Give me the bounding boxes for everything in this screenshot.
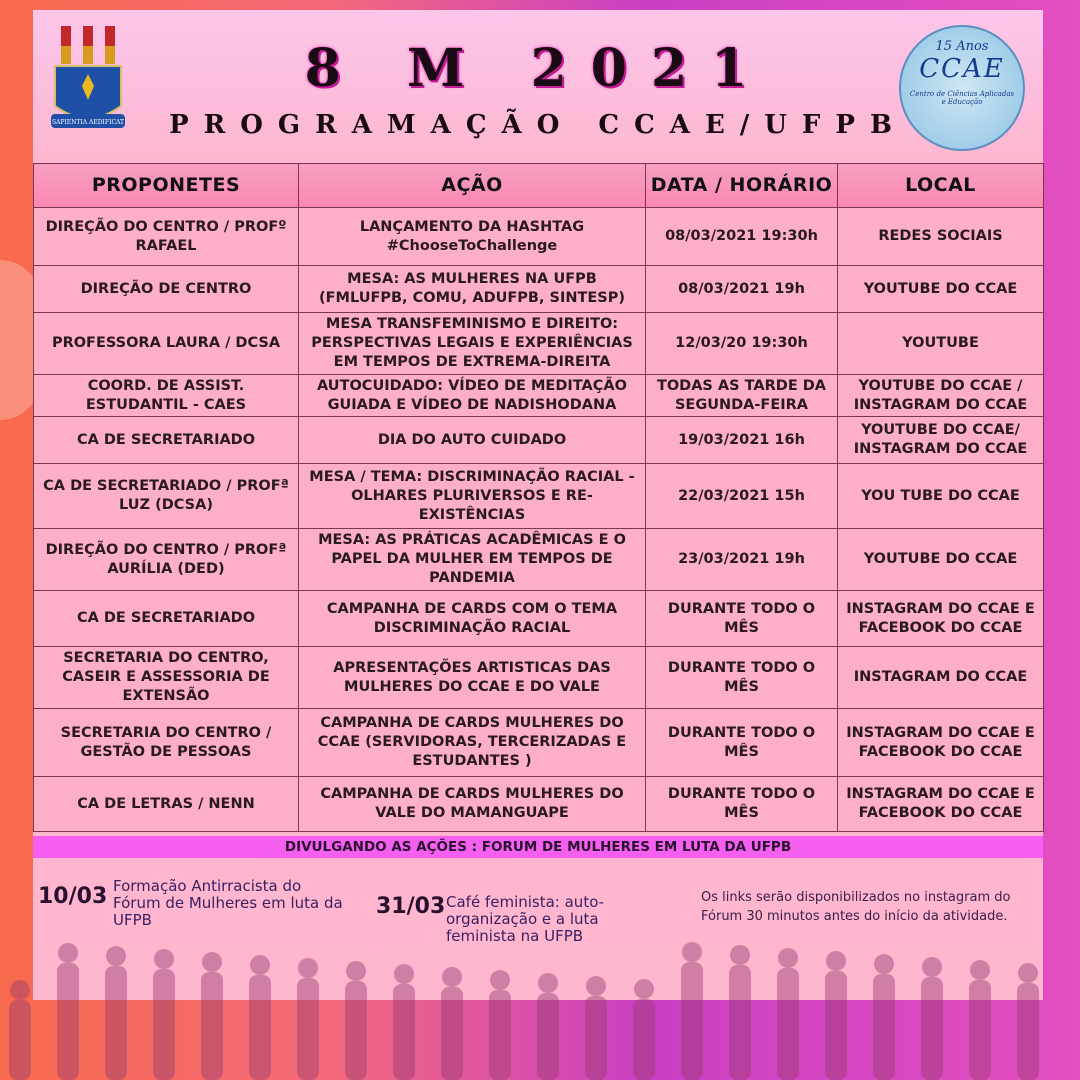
cell-proponent: DIREÇÃO DO CENTRO / PROFª AURÍLIA (DED): [34, 529, 299, 591]
ccae-logo: [899, 25, 1025, 151]
cell-date: TODAS AS TARDE DA SEGUNDA-FEIRA: [646, 375, 838, 417]
cell-action: LANÇAMENTO DA HASHTAG #ChooseToChallenge: [299, 208, 646, 266]
silhouette: [921, 957, 943, 1080]
cell-date: DURANTE TODO O MÊS: [646, 777, 838, 832]
cell-action: CAMPANHA DE CARDS COM O TEMA DISCRIMINAÇÃO RACIAL: [299, 591, 646, 647]
cell-location: YOUTUBE: [838, 313, 1044, 375]
cell-proponent: DIREÇÃO DE CENTRO: [34, 266, 299, 313]
cell-action: AUTOCUIDADO: VÍDEO DE MEDITAÇÃO GUIADA E VÍDEO DE NADISHODANA: [299, 375, 646, 417]
ccae-logo-name: CCAE: [919, 54, 1005, 84]
column-header-action: AÇÃO: [299, 164, 646, 208]
silhouette: [9, 980, 31, 1080]
schedule-table: [33, 163, 1044, 832]
table-row: [34, 529, 1044, 591]
silhouette: [345, 961, 367, 1080]
silhouette: [393, 964, 415, 1080]
table-row: [34, 266, 1044, 313]
cell-location: YOUTUBE DO CCAE/ INSTAGRAM DO CCAE: [838, 417, 1044, 464]
table-row: [34, 709, 1044, 777]
column-header-date: DATA / HORÁRIO: [646, 164, 838, 208]
silhouette: [681, 942, 703, 1080]
cell-action: MESA: AS MULHERES NA UFPB (FMLUFPB, COMU, ADUFPB, SINTESP): [299, 266, 646, 313]
silhouette: [633, 979, 655, 1080]
svg-text:SAPIENTIA AEDIFICAT: SAPIENTIA AEDIFICAT: [51, 119, 125, 126]
table-row: [34, 313, 1044, 375]
cell-location: INSTAGRAM DO CCAE E FACEBOOK DO CCAE: [838, 709, 1044, 777]
silhouette: [777, 948, 799, 1080]
silhouette: [585, 976, 607, 1080]
cell-location: INSTAGRAM DO CCAE: [838, 647, 1044, 709]
silhouette: [153, 949, 175, 1080]
cell-date: 12/03/20 19:30h: [646, 313, 838, 375]
cell-date: DURANTE TODO O MÊS: [646, 647, 838, 709]
forum-banner: DIVULGANDO AS AÇÕES : FORUM DE MULHERES EM LUTA DA UFPB: [33, 836, 1043, 858]
cell-date: DURANTE TODO O MÊS: [646, 709, 838, 777]
cell-action: MESA TRANSFEMINISMO E DIREITO: PERSPECTIVAS LEGAIS E EXPERIÊNCIAS EM TEMPOS DE EXTREMA-DIREITA: [299, 313, 646, 375]
silhouette: [1017, 963, 1039, 1080]
table-row: [34, 208, 1044, 266]
column-header-location: LOCAL: [838, 164, 1044, 208]
silhouette: [729, 945, 751, 1080]
column-header-proponents: PROPONETES: [34, 164, 299, 208]
cell-proponent: SECRETARIA DO CENTRO / GESTÃO DE PESSOAS: [34, 709, 299, 777]
page-subtitle: PROGRAMAÇÃO CCAE/UFPB: [169, 110, 907, 140]
cell-proponent: CA DE SECRETARIADO / PROFª LUZ (DCSA): [34, 464, 299, 529]
cell-location: YOUTUBE DO CCAE: [838, 529, 1044, 591]
cell-date: 19/03/2021 16h: [646, 417, 838, 464]
event-date: 10/03: [38, 884, 108, 909]
cell-location: INSTAGRAM DO CCAE E FACEBOOK DO CCAE: [838, 777, 1044, 832]
table-row: [34, 375, 1044, 417]
poster: [33, 10, 1043, 1000]
table-row: [34, 777, 1044, 832]
cell-action: CAMPANHA DE CARDS MULHERES DO CCAE (SERVIDORAS, TERCERIZADAS E ESTUDANTES ): [299, 709, 646, 777]
cell-action: CAMPANHA DE CARDS MULHERES DO VALE DO MAMANGUAPE: [299, 777, 646, 832]
cell-proponent: PROFESSORA LAURA / DCSA: [34, 313, 299, 375]
cell-date: 08/03/2021 19h: [646, 266, 838, 313]
silhouette: [201, 952, 223, 1080]
header: [33, 10, 1043, 163]
silhouette: [969, 960, 991, 1080]
cell-proponent: SECRETARIA DO CENTRO, CASEIR E ASSESSORIA DE EXTENSÃO: [34, 647, 299, 709]
silhouette: [489, 970, 511, 1080]
cell-location: YOUTUBE DO CCAE: [838, 266, 1044, 313]
table-row: [34, 591, 1044, 647]
event-date: 31/03: [376, 894, 446, 919]
ccae-logo-full: Centro de Ciências Aplicadas e Educação: [909, 90, 1015, 106]
cell-action: MESA: AS PRÁTICAS ACADÊMICAS E O PAPEL DA MULHER EM TEMPOS DE PANDEMIA: [299, 529, 646, 591]
cell-location: INSTAGRAM DO CCAE E FACEBOOK DO CCAE: [838, 591, 1044, 647]
silhouette: [441, 967, 463, 1080]
table-row: [34, 647, 1044, 709]
silhouette: [105, 946, 127, 1080]
cell-proponent: CA DE SECRETARIADO: [34, 417, 299, 464]
cell-date: 08/03/2021 19:30h: [646, 208, 838, 266]
cell-location: YOU TUBE DO CCAE: [838, 464, 1044, 529]
silhouette: [873, 954, 895, 1080]
table-row: [34, 417, 1044, 464]
silhouette: [537, 973, 559, 1080]
women-silhouettes: [0, 930, 1080, 1080]
event-text: Formação Antirracista do Fórum de Mulheres em luta da UFPB: [113, 877, 343, 929]
silhouette: [57, 943, 79, 1080]
cell-action: MESA / TEMA: DISCRIMINAÇÃO RACIAL - OLHARES PLURIVERSOS E RE-EXISTÊNCIAS: [299, 464, 646, 529]
silhouette: [825, 951, 847, 1080]
cell-proponent: DIREÇÃO DO CENTRO / PROFº RAFAEL: [34, 208, 299, 266]
cell-proponent: CA DE SECRETARIADO: [34, 591, 299, 647]
cell-date: 22/03/2021 15h: [646, 464, 838, 529]
cell-date: DURANTE TODO O MÊS: [646, 591, 838, 647]
footer-note: Os links serão disponibilizados no instagram do Fórum 30 minutos antes do início da atividade.: [701, 890, 1011, 924]
ccae-logo-years: 15 Anos: [935, 39, 989, 54]
table-header-row: [34, 164, 1044, 208]
cell-proponent: COORD. DE ASSIST. ESTUDANTIL - CAES: [34, 375, 299, 417]
cell-proponent: CA DE LETRAS / NENN: [34, 777, 299, 832]
cell-action: APRESENTAÇÕES ARTISTICAS DAS MULHERES DO CCAE E DO VALE: [299, 647, 646, 709]
silhouette: [249, 955, 271, 1080]
event-text: Café feminista: auto-organização e a luta feminista na UFPB: [446, 893, 605, 945]
page-title: 8 M 2021: [304, 38, 772, 99]
cell-location: REDES SOCIAIS: [838, 208, 1044, 266]
silhouette: [297, 958, 319, 1080]
cell-action: DIA DO AUTO CUIDADO: [299, 417, 646, 464]
cell-location: YOUTUBE DO CCAE / INSTAGRAM DO CCAE: [838, 375, 1044, 417]
cell-date: 23/03/2021 19h: [646, 529, 838, 591]
table-row: [34, 464, 1044, 529]
